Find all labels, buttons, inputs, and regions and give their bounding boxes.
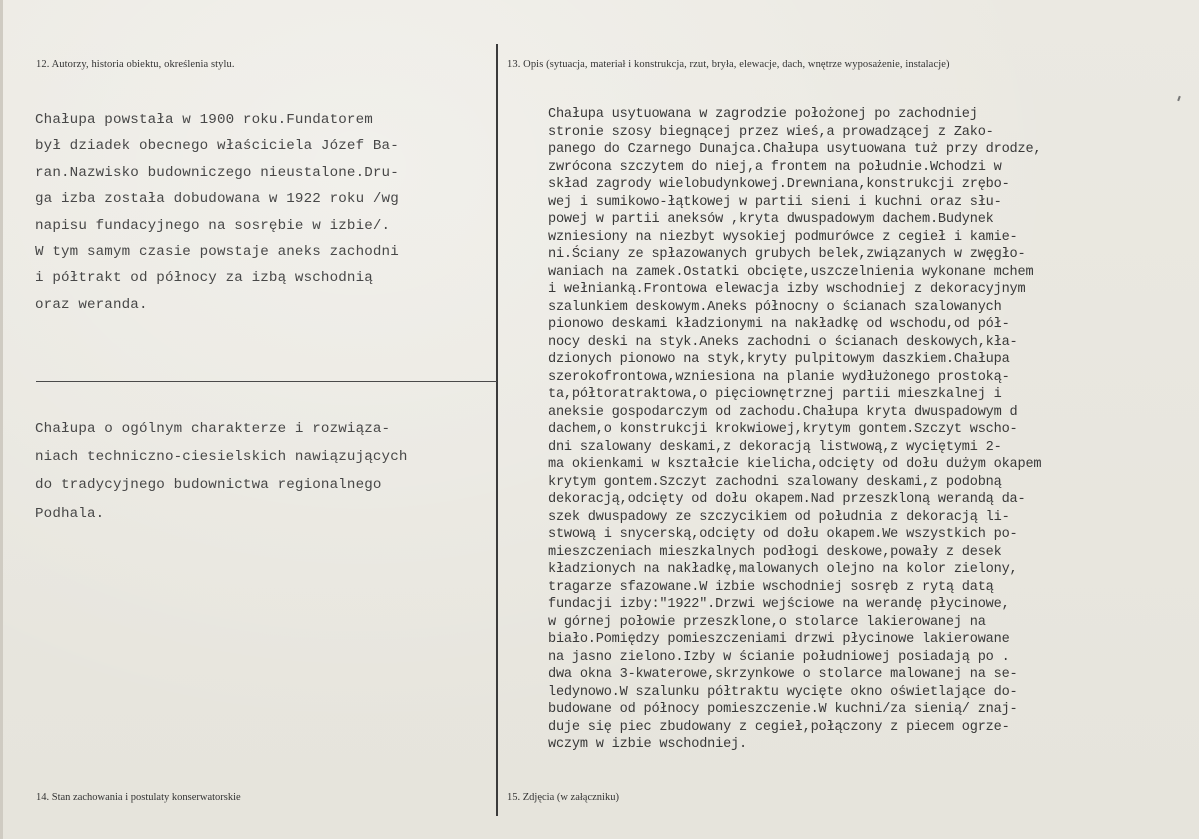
description-line: dzionych pionowo na styk,kryty pulpitowym daszkiem.Chałupa	[548, 352, 1010, 367]
style-character-text	[35, 415, 408, 528]
description-line: szek dwuspadowy ze szczycikiem od południa z dekoracją li-	[548, 509, 1010, 525]
description-line: wczym w izbie wschodniej.	[548, 737, 747, 752]
description-line: kładzionych na nakładkę,malowanych olejno na kolor zielony,	[548, 562, 1018, 577]
description-line: ta,półtoratraktowa,o pięciownętrznej partii mieszkalnej i	[548, 387, 1002, 402]
description-line: skład zagrody wielobudynkowej.Drewniana,konstrukcji zrębo-	[548, 177, 1010, 192]
description-line: ma okienkami w kształcie kielicha,odcięty od dołu dużym okapem	[548, 457, 1042, 472]
description-line: zwrócona szczytem do niej,a frontem na południe.Wchodzi w	[548, 159, 1002, 175]
section-14-header: 14. Stan zachowania i postulaty konserwatorskie	[36, 792, 241, 803]
description-line: ni.Ściany ze spłazowanych grubych belek,związanych w zwęgło-	[548, 247, 1026, 262]
style-character-line: do tradycyjnego budownictwa regionalnego	[35, 477, 382, 494]
history-line: W tym samym czasie powstaje aneks zachodni	[35, 244, 399, 261]
description-line: powej w partii aneksów ,kryta dwuspadowym dachem.Budynek	[548, 212, 994, 227]
description-line: aneksie gospodarczym od zachodu.Chałupa kryta dwuspadowym d	[548, 404, 1018, 420]
history-line: ga izba została dobudowana w 1922 roku /wg	[35, 191, 399, 208]
description-line: waniach na zamek.Ostatki obcięte,uszczelnienia wykonane mchem	[548, 264, 1034, 280]
history-line: oraz weranda.	[35, 296, 148, 313]
description-line: dekoracją,odcięty od dołu okapem.Nad przeszkloną werandą da-	[548, 492, 1026, 507]
history-line: napisu fundacyjnego na sosrębie w izbie/.	[35, 217, 391, 234]
description-line: dachem,o konstrukcji krokwiowej,krytym gontem.Szczyt wscho-	[548, 422, 1018, 437]
column-divider	[496, 44, 498, 816]
section-13-header: 13. Opis (sytuacja, materiał i konstrukcja, rzut, bryła, elewacje, dach, wnętrze wyposażenie, instalacje)	[507, 59, 950, 70]
description-line: ledynowo.W szalunku półtraktu wycięte okno oświetlające do-	[548, 684, 1018, 700]
paper-speck	[1177, 96, 1181, 101]
description-line: dwa okna 3-kwaterowe,skrzynkowe o stolarce malowanej na se-	[548, 667, 1018, 682]
left-section-divider	[36, 381, 497, 382]
description-line: dni szalowany deskami,z dekoracją listwową,z wyciętymi 2-	[548, 439, 1002, 455]
description-line: Chałupa usytuowana w zagrodzie położonej po zachodniej	[548, 107, 978, 122]
description-line: mieszczeniach mieszkalnych podłogi deskowe,powały z desek	[548, 544, 1002, 560]
style-character-line: Chałupa o ogólnym charakterze i rozwiąza-	[35, 421, 391, 437]
description-line: biało.Pomiędzy pomieszczeniami drzwi płycinowe lakierowane	[548, 632, 1010, 647]
description-line: wzniesiony na niezbyt wysokiej podmurówce z cegieł i kamie-	[548, 229, 1018, 245]
description-text	[548, 106, 1041, 754]
history-text	[35, 107, 399, 318]
history-line: Chałupa powstała w 1900 roku.Fundatorem	[35, 112, 373, 128]
description-line: stwową i snycerską,odcięty od dołu okapem.We wszystkich po-	[548, 527, 1018, 542]
section-15-header: 15. Zdjęcia (w załączniku)	[507, 792, 619, 803]
history-line: był dziadek obecnego właściciela Józef Ba-	[35, 138, 399, 155]
description-line: szerokofrontowa,wzniesiona na planie wydłużonego prostoką-	[548, 369, 1010, 385]
description-line: panego do Czarnego Dunajca.Chałupa usytuowana tuż przy drodze,	[548, 142, 1042, 157]
style-character-line: Podhala.	[35, 505, 105, 522]
description-line: krytym gontem.Szczyt zachodni szalowany deskami,z podobną	[548, 474, 1002, 490]
description-line: duje się piec zbudowany z cegieł,połączony z piecem ogrze-	[548, 719, 1010, 735]
style-character-line: niach techniczno-ciesielskich nawiązujących	[35, 449, 408, 466]
description-line: wej i sumikowo-łątkowej w partii sieni i kuchni oraz słu-	[548, 194, 1002, 210]
history-line: i półtrakt od północy za izbą wschodnią	[35, 270, 373, 287]
description-line: nocy deski na styk.Aneks zachodni o ścianach deskowych,kła-	[548, 334, 1018, 350]
description-line: tragarze sfazowane.W izbie wschodniej sosręb z rytą datą	[548, 579, 994, 595]
description-line: fundacji izby:"1922".Drzwi wejściowe na werandę płycinowe,	[548, 597, 1010, 612]
sheet-left-edge	[0, 0, 3, 839]
history-line: ran.Nazwisko budowniczego nieustalone.Dru-	[35, 164, 399, 181]
description-line: na jasno zielono.Izby w ścianie południowej posiadają po .	[548, 649, 1010, 665]
description-line: szalunkiem deskowym.Aneks północny o ścianach szalowanych	[548, 299, 1002, 315]
description-line: budowane od północy pomieszczenie.W kuchni/za sienią/ znaj-	[548, 702, 1018, 717]
description-line: stronie szosy biegnącej przez wieś,a prowadzącej z Zako-	[548, 124, 994, 140]
section-12-header: 12. Autorzy, historia obiektu, określenia stylu.	[36, 59, 235, 70]
description-line: w górnej połowie przeszklone,o stolarce lakierowanej na	[548, 614, 986, 630]
description-line: pionowo deskami kładzionymi na nakładkę od wschodu,od pół-	[548, 317, 1010, 332]
description-line: i wełnianką.Frontowa elewacja izby wschodniej z dekoracyjnym	[548, 282, 1026, 297]
